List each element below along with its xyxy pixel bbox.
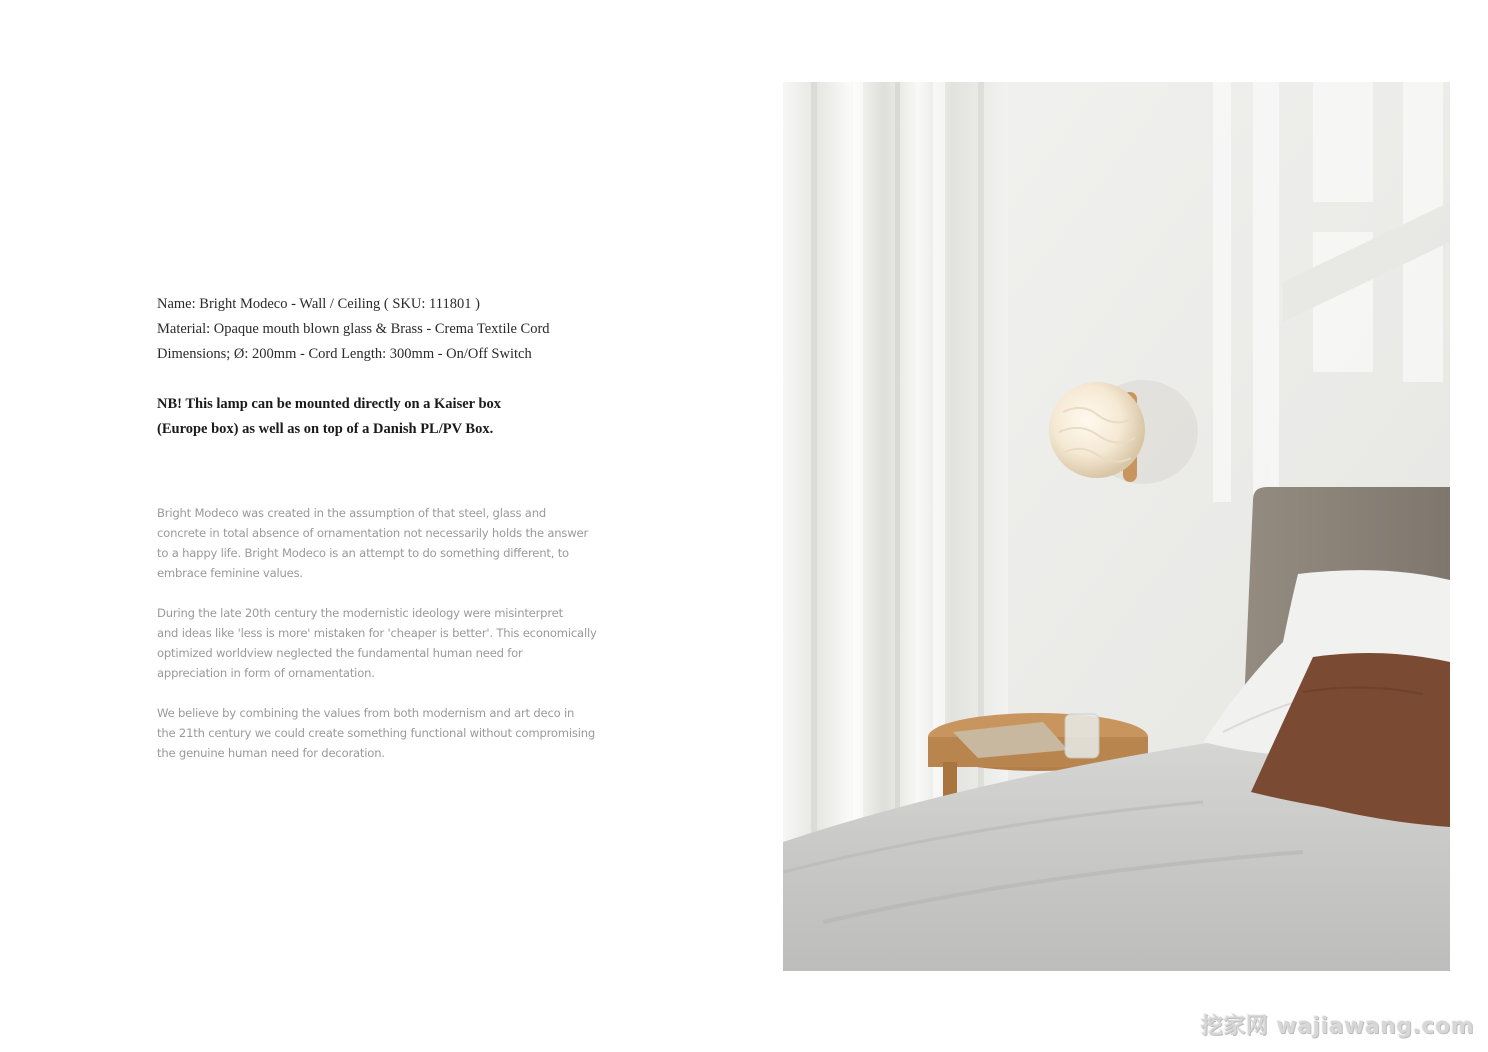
- wall-lamp: [1049, 380, 1198, 484]
- description-line: to a happy life. Bright Modeco is an attempt to do something different, to: [157, 546, 569, 560]
- note-line-1: NB! This lamp can be mounted directly on a Kaiser box: [157, 396, 502, 412]
- description-paragraph-3: [157, 703, 607, 763]
- description-paragraph-2: [157, 603, 607, 683]
- description-line: During the late 20th century the modernistic ideology were misinterpret: [157, 606, 563, 620]
- description-line: the 21th century we could create something functional without compromising: [157, 726, 596, 740]
- product-specs: [157, 292, 677, 367]
- product-photo: [783, 82, 1450, 971]
- product-description: [157, 503, 607, 783]
- description-line: the genuine human need for decoration.: [157, 746, 385, 760]
- note-line-2: (Europe box) as well as on top of a Danish PL/PV Box.: [157, 421, 494, 437]
- description-line: We believe by combining the values from both modernism and art deco in: [157, 706, 575, 720]
- spec-dimensions-line: Dimensions; Ø: 200mm - Cord Length: 300mm - On/Off Switch: [157, 346, 532, 362]
- description-line: and ideas like 'less is more' mistaken for 'cheaper is better'. This economically: [157, 626, 597, 640]
- watermark: 挖家网 wajiawang.com: [1200, 1014, 1474, 1039]
- bedroom-scene-illustration: [783, 82, 1450, 971]
- description-line: concrete in total absence of ornamentation not necessarily holds the answer: [157, 526, 589, 540]
- description-paragraph-1: [157, 503, 607, 583]
- description-line: Bright Modeco was created in the assumption of that steel, glass and: [157, 506, 547, 520]
- description-line: optimized worldview neglected the fundamental human need for: [157, 646, 523, 660]
- spec-material-line: Material: Opaque mouth blown glass & Brass - Crema Textile Cord: [157, 321, 550, 337]
- spec-name-line: Name: Bright Modeco - Wall / Ceiling ( SKU: 111801 ): [157, 296, 480, 312]
- mounting-note: [157, 392, 617, 442]
- description-line: embrace feminine values.: [157, 566, 303, 580]
- description-line: appreciation in form of ornamentation.: [157, 666, 375, 680]
